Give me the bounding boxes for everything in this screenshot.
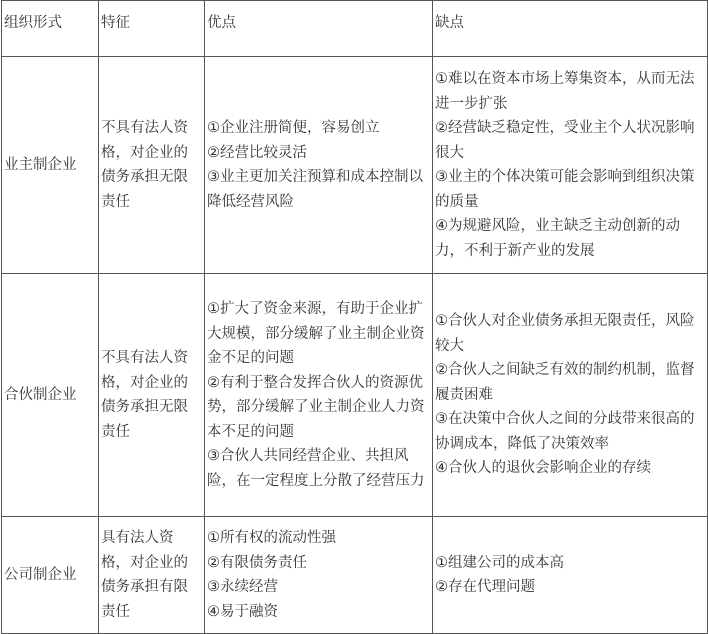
header-cell: 特征 <box>99 1 205 57</box>
disadvantage-item: ③在决策中合伙人之间的分歧带来很高的协调成本，降低了决策效率 <box>435 411 695 452</box>
organization-forms-table <box>1 0 708 634</box>
feature-cell: 不具有法人资格，对企业的债务承担无限责任 <box>99 57 205 274</box>
advantage-item: ②有利于整合发挥合伙人的资源优势，部分缓解了业主制企业人力资本不足的问题 <box>207 374 425 440</box>
disadvantage-item: ①组建公司的成本高 <box>435 554 564 571</box>
advantage-item: ④易于融资 <box>207 603 278 620</box>
form-cell: 公司制企业 <box>2 517 99 634</box>
form-cell: 合伙制企业 <box>2 274 99 517</box>
advantages-cell <box>205 517 433 634</box>
advantage-item: ①扩大了资金来源，有助于企业扩大规模，部分缓解了业主制企业资金不足的问题 <box>207 301 425 366</box>
advantage-item: ③合伙人共同经营企业、共担风险，在一定程度上分散了经营压力 <box>207 448 425 489</box>
advantage-item: ②有限债务责任 <box>207 554 307 571</box>
header-cell: 优点 <box>205 1 433 57</box>
advantage-item: ③永续经营 <box>207 579 278 595</box>
disadvantage-item: ②经营缺乏稳定性，受业主个人状况影响很大 <box>435 120 695 161</box>
disadvantage-item: ④为规避风险，业主缺乏主动创新的动力，不利于新产业的发展 <box>435 218 680 259</box>
disadvantages-cell <box>433 517 708 634</box>
disadvantages-cell <box>433 57 708 274</box>
disadvantage-item: ③业主的个体决策可能会影响到组织决策的质量 <box>435 169 695 210</box>
disadvantage-item: ④合伙人的退伙会影响企业的存续 <box>435 460 651 477</box>
table-row <box>2 274 708 517</box>
disadvantages-cell <box>433 274 708 517</box>
advantage-item: ③业主更加关注预算和成本控制以降低经营风险 <box>207 169 423 210</box>
feature-cell: 不具有法人资格，对企业的债务承担无限责任 <box>99 274 205 517</box>
disadvantage-item: ①难以在资本市场上筹集资本，从而无法进一步扩张 <box>435 71 695 112</box>
header-cell: 缺点 <box>433 1 708 57</box>
disadvantage-item: ①合伙人对企业债务承担无限责任，风险较大 <box>435 313 695 354</box>
table-row <box>2 517 708 634</box>
disadvantage-item: ②合伙人之间缺乏有效的制约机制，监督履责困难 <box>435 362 695 403</box>
form-cell: 业主制企业 <box>2 57 99 274</box>
advantage-item: ②经营比较灵活 <box>207 144 307 161</box>
header-cell: 组织形式 <box>2 1 99 57</box>
table-row <box>2 57 708 274</box>
advantages-cell <box>205 274 433 517</box>
disadvantage-item: ②存在代理问题 <box>435 579 535 595</box>
advantage-item: ①企业注册简便，容易创立 <box>207 120 380 136</box>
table-header-row <box>2 1 708 57</box>
advantage-item: ①所有权的流动性强 <box>207 530 336 546</box>
advantages-cell <box>205 57 433 274</box>
feature-cell: 具有法人资格，对企业的债务承担有限责任 <box>99 517 205 634</box>
